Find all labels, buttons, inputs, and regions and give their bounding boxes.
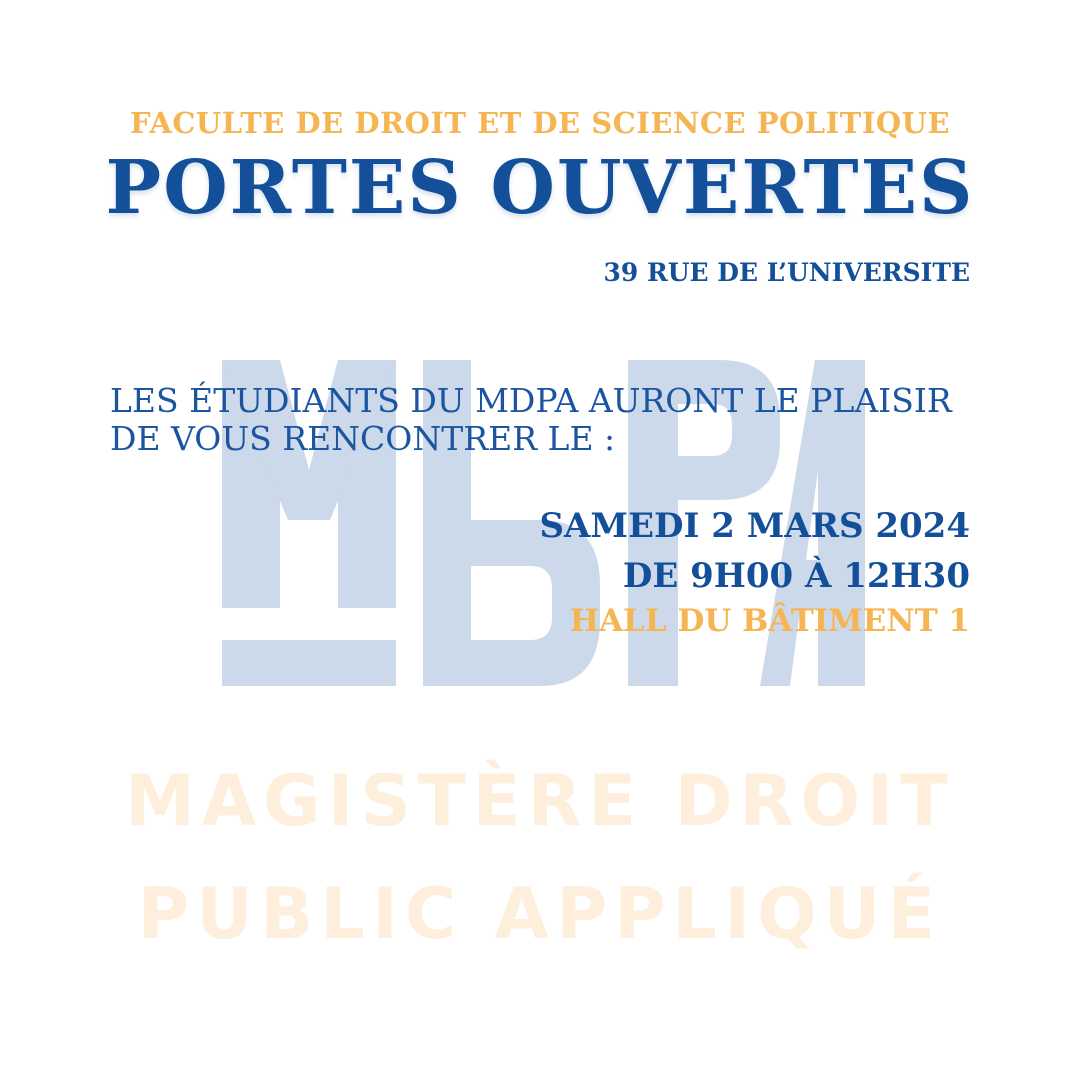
watermark-line-1: MAGISTÈRE DROIT bbox=[125, 760, 955, 842]
logo-underline bbox=[222, 640, 396, 686]
intro-text bbox=[110, 382, 980, 458]
intro-line-2: DE VOUS RENCONTRER LE : bbox=[110, 419, 616, 458]
intro-line-1: LES ÉTUDIANTS DU MDPA AURONT LE PLAISIR bbox=[110, 381, 952, 420]
event-date: SAMEDI 2 MARS 2024 bbox=[539, 506, 970, 546]
event-venue: HALL DU BÂTIMENT 1 bbox=[569, 603, 970, 639]
event-title: PORTES OUVERTES bbox=[105, 145, 975, 231]
address: 39 RUE DE L’UNIVERSITE bbox=[603, 258, 970, 287]
faculty-name: FACULTE DE DROIT ET DE SCIENCE POLITIQUE bbox=[129, 106, 951, 140]
watermark-line-2: PUBLIC APPLIQUÉ bbox=[137, 873, 943, 955]
event-hours: DE 9H00 À 12H30 bbox=[622, 556, 970, 596]
